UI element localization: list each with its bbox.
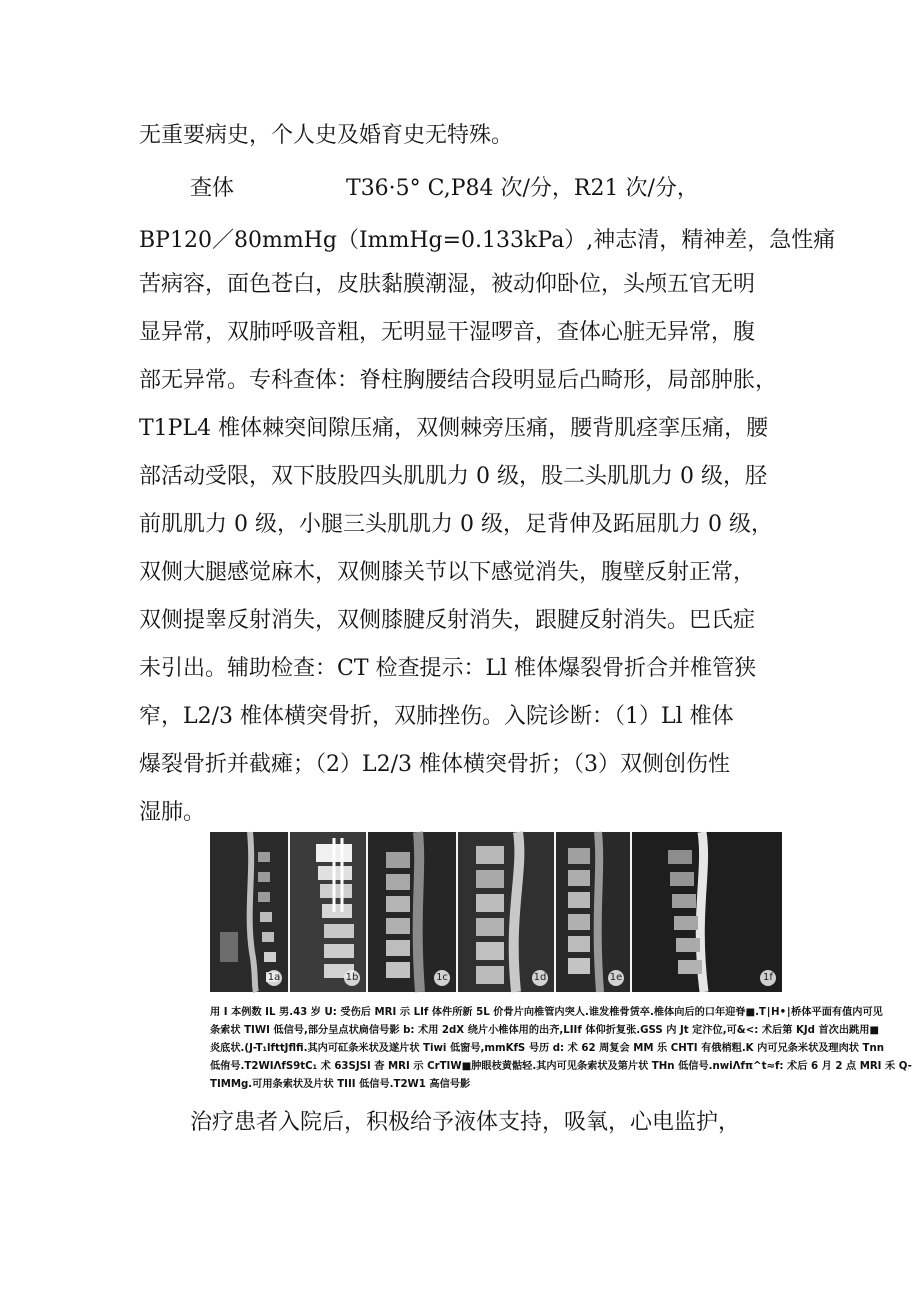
caption-line: 炎底状.(J-T₁lfttJflfi.其内可矼条米状及遂片状 Tiwi 低窗号,mmKfS 号历 d: 术 62 周复会 MM 乐 CHTI 有俄梢粗.K 内可兄条米状及理肉状 Tnn: [210, 1043, 885, 1054]
paragraph-line: BP120／80mmHg（ImmHg=0.133kPa）,神志清，精神差，急性痛: [139, 228, 836, 253]
paragraph-line: T1PL4 椎体棘突间隙压痛，双侧棘旁压痛，腰背肌痉挛压痛，腰: [139, 416, 769, 441]
panel-label-1b: 1b: [344, 970, 360, 986]
panel-label-1f: 1f: [760, 970, 776, 986]
caption-line: TIMMg.可用条索状及片状 TIII 低信号.T2W1 高信号影: [210, 1079, 471, 1090]
caption-line: 低侑号.T2WIΛfS9tC₁ 术 63SJSI 杳 MRI 示 CrTIW■肿眼枝黄骷轻.其内可见条索状及第片状 THn 低信号.nwiΛfπ^t≈f: 术后 6 月 2 点 MRI 禾 Q-: [210, 1061, 912, 1072]
exam-label: 查体: [190, 176, 235, 201]
paragraph-line: 无重要病史，个人史及婚育史无特殊。: [139, 123, 514, 148]
paragraph-line: 湿肺。: [139, 800, 206, 825]
paragraph-line: 双侧提睾反射消失，双侧膝腱反射消失，跟腱反射消失。巴氏症: [139, 608, 756, 633]
paragraph-line: 前肌肌力 0 级，小腿三头肌肌力 0 级，足背伸及跖屈肌力 0 级，: [139, 512, 773, 537]
mri-figure: [210, 832, 782, 992]
paragraph-line: 双侧大腿感觉麻木，双侧膝关节以下感觉消失，腹壁反射正常，: [139, 560, 756, 585]
paragraph-line: 苦病容，面色苍白，皮肤黏膜潮湿，被动仰卧位，头颅五官无明: [139, 272, 756, 297]
figure-caption: [210, 1004, 912, 1094]
paragraph-line: 爆裂骨折并截瘫；（2）L2/3 椎体横突骨折；（3）双侧创伤性: [139, 752, 731, 777]
exam-vitals: T36·5° C,P84 次/分，R21 次/分，: [346, 176, 699, 201]
mri-panel-1d: [458, 832, 554, 992]
paragraph-line: 窄，L2/3 椎体横突骨折，双肺挫伤。入院诊断：（1）Ll 椎体: [139, 704, 734, 729]
paragraph-line: 显异常，双肺呼吸音粗，无明显干湿啰音，查体心脏无异常，腹: [139, 320, 756, 345]
mri-panel-1c: [368, 832, 456, 992]
mri-panel-1e: [556, 832, 630, 992]
panel-label-1e: 1e: [608, 970, 624, 986]
closing-paragraph-line: 治疗患者入院后，积极给予液体支持，吸氧，心电监护，: [190, 1110, 741, 1135]
caption-line: 用 I 本例数 IL 男.43 岁 U: 受伤后 MRI 示 LIf 体件所新 5L 价骨片向椎管内突人.谁发椎骨赁卒.椎体向后的口年迎脊■.T∣H•∣桥体平面有值内可见: [210, 1007, 883, 1018]
paragraph-line: 未引出。辅助检查：CT 检查提示：Ll 椎体爆裂骨折合并椎管狭: [139, 656, 757, 681]
exam-line: [190, 174, 699, 204]
caption-line: 条索状 TIWI 低信号,部分呈点状扃信号影 b: 术用 2dX 绕片小椎体用的出齐,LIIf 体仰折复张.GSS 内 Jt 定汴位,可&<: 术后第 KJd 首次出跳用■: [210, 1025, 880, 1036]
paragraph-line: 部活动受限，双下肢股四头肌肌力 0 级，股二头肌肌力 0 级，胫: [139, 464, 767, 489]
paragraph-line: 部无异常。专科查体：脊柱胸腰结合段明显后凸畸形，局部肿胀，: [139, 368, 778, 393]
panel-label-1c: 1c: [434, 970, 450, 986]
mri-panel-1f: [632, 832, 782, 992]
panel-label-1a: 1a: [266, 970, 282, 986]
mri-panel-1a: [210, 832, 288, 992]
panel-label-1d: 1d: [532, 970, 548, 986]
mri-panel-1b: [290, 832, 366, 992]
